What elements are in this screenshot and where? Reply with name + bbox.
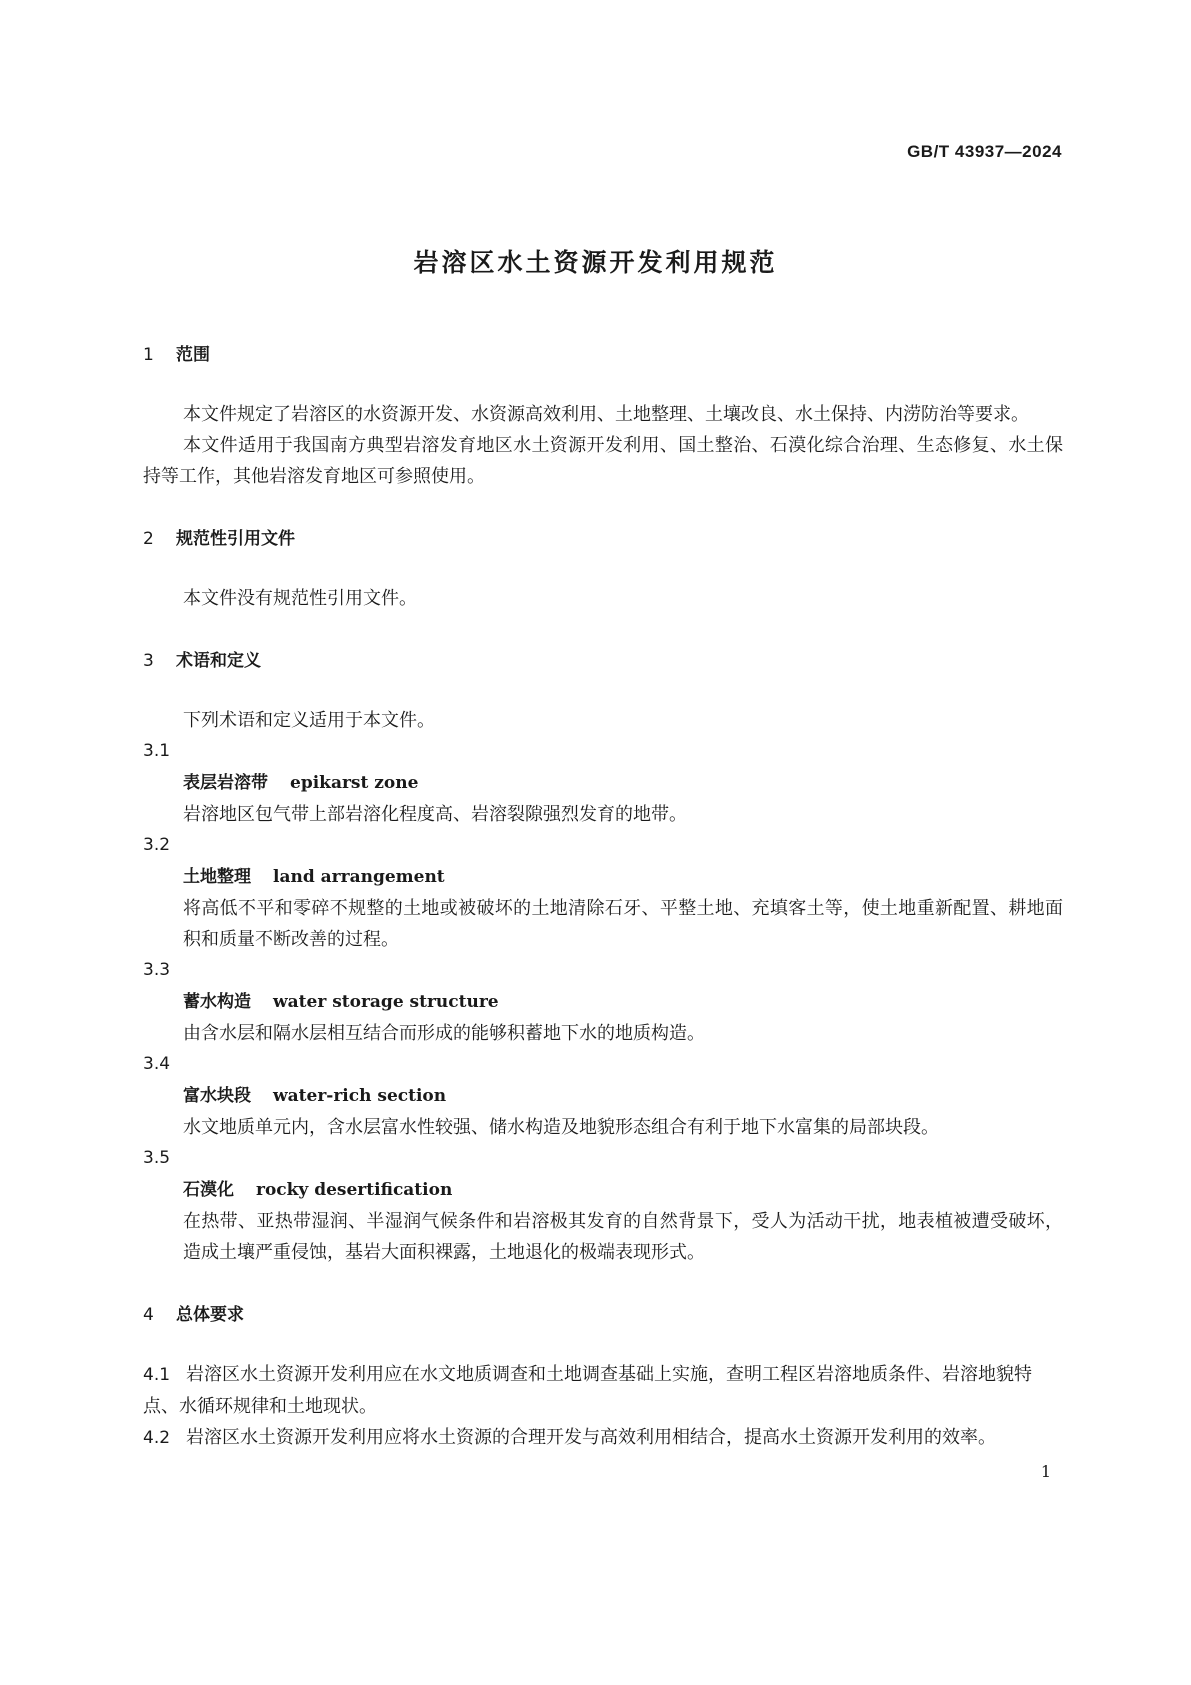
- paragraph: 本文件没有规范性引用文件。: [183, 588, 417, 609]
- term-definition: 在热带、亚热带湿润、半湿润气候条件和岩溶极其发育的自然背景下，受人为活动干扰，地表植被遭受破坏，造成土壤严重侵蚀，基岩大面积裸露，土地退化的极端表现形式。: [183, 1211, 1063, 1263]
- clause: [143, 1422, 1063, 1454]
- standard-code: GB/T 43937—2024: [907, 142, 1062, 161]
- section-number: 2: [143, 529, 154, 549]
- term-number: 3.5: [143, 1148, 171, 1168]
- term-english: water storage structure: [273, 992, 499, 1012]
- term-entry: [143, 861, 1063, 893]
- term-definition: 岩溶地区包气带上部岩溶化程度高、岩溶裂隙强烈发育的地带。: [183, 804, 687, 825]
- term-number: 3.4: [143, 1054, 171, 1074]
- paragraph: 本文件规定了岩溶区的水资源开发、水资源高效利用、土地整理、土壤改良、水土保持、内涝防治等要求。: [183, 404, 1029, 425]
- section-number: 4: [143, 1305, 154, 1325]
- term-english: land arrangement: [273, 867, 445, 887]
- section-heading: [143, 1300, 1063, 1331]
- term-entry: [143, 986, 1063, 1018]
- term-definition: 水文地质单元内，含水层富水性较强、储水构造及地貌形态组合有利于地下水富集的局部块段。: [183, 1117, 939, 1138]
- section-heading: [143, 646, 1063, 677]
- term-entry: [143, 1174, 1063, 1206]
- term-number: 3.2: [143, 835, 171, 855]
- document-title: 岩溶区水土资源开发利用规范: [413, 248, 778, 277]
- section-title: 术语和定义: [176, 651, 261, 671]
- section-title: 范围: [176, 345, 210, 365]
- section-number: 1: [143, 345, 154, 365]
- clause-text: 岩溶区水土资源开发利用应在水文地质调查和土地调查基础上实施，查明工程区岩溶地质条件、岩溶地貌特点、水循环规律和土地现状。: [143, 1364, 1033, 1417]
- document-body: [143, 340, 1063, 1454]
- clause-number: 4.1: [143, 1365, 171, 1385]
- term-definition: 将高低不平和零碎不规整的土地或被破坏的土地清除石牙、平整土地、充填客土等，使土地重新配置、耕地面积和质量不断改善的过程。: [183, 898, 1063, 950]
- clause: [143, 1359, 1063, 1422]
- paragraph: 本文件适用于我国南方典型岩溶发育地区水土资源开发利用、国土整治、石漠化综合治理、生态修复、水土保持等工作，其他岩溶发育地区可参照使用。: [143, 435, 1063, 487]
- term-entry: [143, 1080, 1063, 1112]
- term-chinese: 土地整理: [183, 867, 251, 887]
- term-chinese: 石漠化: [183, 1180, 234, 1200]
- term-number: 3.1: [143, 741, 171, 761]
- term-definition: 由含水层和隔水层相互结合而形成的能够积蓄地下水的地质构造。: [183, 1023, 705, 1044]
- term-english: rocky desertification: [256, 1180, 453, 1200]
- term-entry: [143, 767, 1063, 799]
- page-number: 1: [1040, 1462, 1051, 1481]
- section-title: 总体要求: [176, 1305, 244, 1325]
- term-number: 3.3: [143, 960, 171, 980]
- section-heading: [143, 524, 1063, 555]
- term-chinese: 富水块段: [183, 1086, 251, 1106]
- term-chinese: 表层岩溶带: [183, 773, 268, 793]
- term-english: water-rich section: [273, 1086, 447, 1106]
- paragraph: 下列术语和定义适用于本文件。: [183, 710, 435, 731]
- clause-number: 4.2: [143, 1428, 171, 1448]
- term-english: epikarst zone: [290, 773, 419, 793]
- section-title: 规范性引用文件: [176, 529, 295, 549]
- clause-text: 岩溶区水土资源开发利用应将水土资源的合理开发与高效利用相结合，提高水土资源开发利用的效率。: [186, 1427, 997, 1448]
- section-heading: [143, 340, 1063, 371]
- section-number: 3: [143, 651, 154, 671]
- term-chinese: 蓄水构造: [183, 992, 251, 1012]
